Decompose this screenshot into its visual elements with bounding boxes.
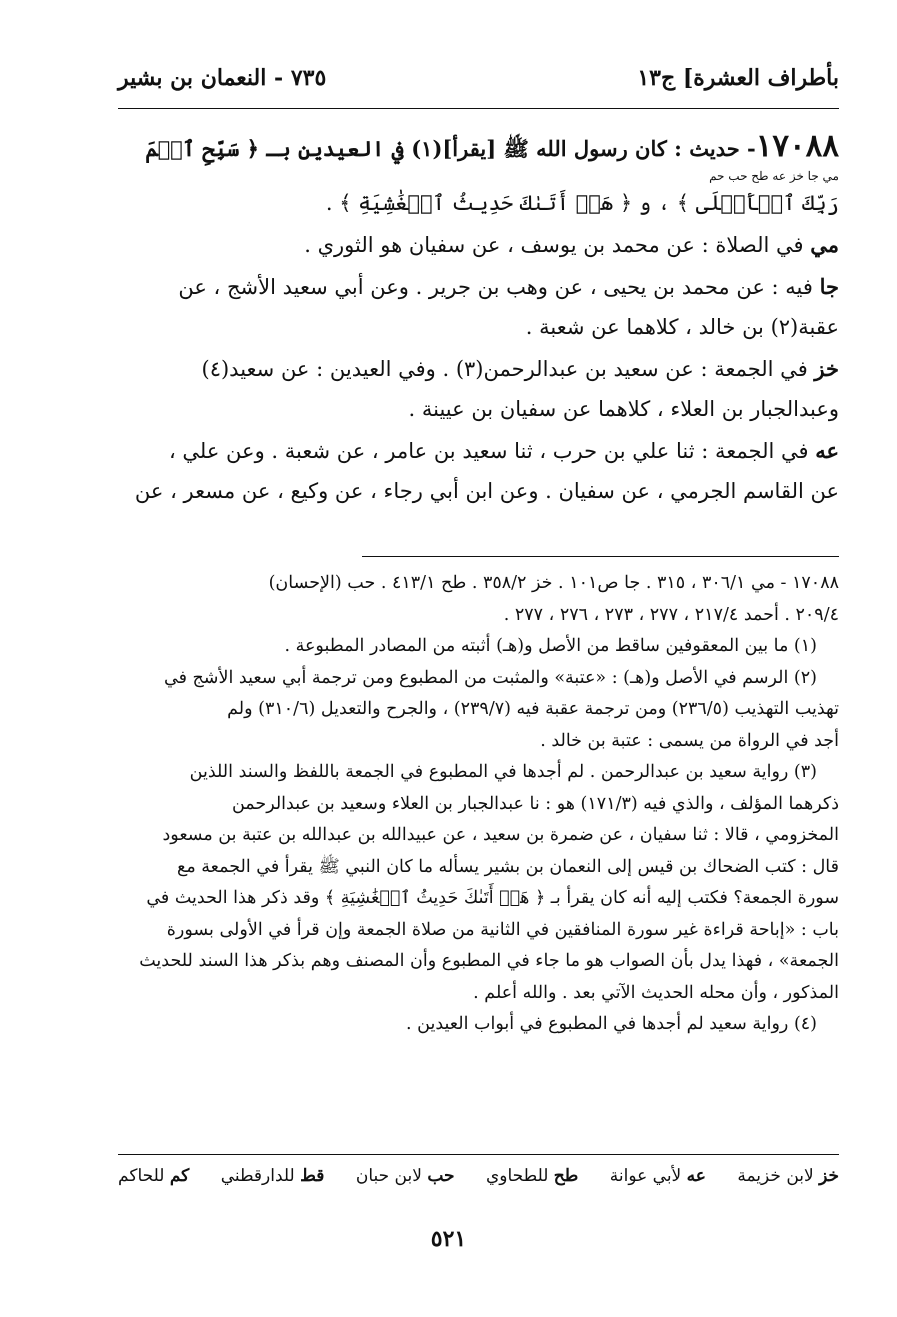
- legend-label: للطحاوي: [485, 1166, 549, 1186]
- footnote-divider: [362, 556, 839, 557]
- legend-abbr: حب: [427, 1166, 455, 1186]
- footnote-sources-line: ٢٠٩/٤ . أحمد ٢١٧/٤ ، ٢٧٧ ، ٢٧٣ ، ٢٧٦ ، ٢٧٧ .: [503, 604, 839, 625]
- source-abbr: خز: [814, 356, 839, 381]
- legend-label: للحاكم: [118, 1166, 165, 1186]
- footnote-2-line: تهذيب التهذيب (٢٣٦/٥) ومن ترجمة عقبة فيه (٢٣٩/٧) ، والجرح والتعديل (٣١٠/٦) ولم: [227, 699, 839, 719]
- paragraph-line: في الجمعة : عن سعيد بن عبدالرحمن(٣) . وفي العيدين : عن سعيد(٤): [201, 357, 808, 381]
- footnote-3-line: المذكور ، وأن محله الحديث الآتي بعد . والله أعلم .: [473, 982, 839, 1003]
- main-text: [118, 126, 839, 511]
- footnote-3-line: المخزومي ، قالا : ثنا سفيان ، عن ضمرة بن سعيد ، عن عبيدالله بن عبدالله بن عتبة بن مسعود: [162, 825, 839, 845]
- legend-abbr: كم: [169, 1166, 190, 1186]
- source-symbols: مي جا خز عه طح حب حم: [709, 169, 839, 183]
- legend-item: [221, 1166, 325, 1196]
- abbreviation-legend: [118, 1166, 839, 1196]
- paragraph-line: في الجمعة : ثنا علي بن حرب ، ثنا سعيد بن عامر ، عن شعبة . وعن علي ،: [168, 439, 809, 463]
- legend-divider: [118, 1154, 839, 1155]
- source-paragraph: [118, 225, 839, 265]
- footnote-4: (٤) رواية سعيد لم أجدها في المطبوع في أبواب العيدين .: [406, 1014, 817, 1034]
- paragraph-line: فيه : عن محمد بن يحيى ، عن وهب بن جرير . وعن أبي سعيد الأشج ، عن: [178, 275, 813, 299]
- book-title: بأطراف العشرة] ج١٣: [637, 65, 839, 91]
- legend-label: لابن حبان: [355, 1166, 422, 1186]
- legend-item: [118, 1166, 189, 1196]
- legend-label: لابن خزيمة: [737, 1166, 814, 1186]
- hadith-text-line1: - حديث : كان رسول الله ﷺ [يقرأ](١) في العيدين بـ ﴿ سَبِّحِ ٱسۡمَ: [145, 136, 756, 161]
- footnote-3-line: قال : كتب الضحاك بن قيس إلى النعمان بن بشير يسأله ما كان النبي ﷺ يقرأ في الجمعة مع: [177, 856, 839, 877]
- legend-abbr: عه: [686, 1166, 706, 1186]
- hadith-entry-line: [118, 126, 839, 169]
- footnote-3-line: (٣) رواية سعيد بن عبدالرحمن . لم أجدها في المطبوع في الجمعة باللفظ والسند اللذين: [189, 762, 817, 782]
- footnote-3-line: باب : «إباحة قراءة غير سورة المنافقين في الثانية من صلاة الجمعة وإن قرأ في الأولى بسورة: [166, 919, 839, 940]
- footnote-3-line: ذكرهما المؤلف ، والذي فيه (١٧١/٣) هو : نا عبدالجبار بن العلاء وسعيد بن عبدالرحمن: [231, 793, 839, 814]
- source-abbr: جا: [819, 274, 839, 299]
- paragraph-line: وعبدالجبار بن العلاء ، كلاهما عن سفيان بن عيينة .: [408, 397, 839, 421]
- legend-item: [486, 1166, 578, 1196]
- source-abbr: مي: [810, 232, 839, 257]
- paragraph-line: في الصلاة : عن محمد بن يوسف ، عن سفيان هو الثوري .: [304, 233, 804, 257]
- legend-label: لأبي عوانة: [609, 1166, 682, 1186]
- source-abbr: عه: [815, 438, 839, 463]
- footnote-sources-line: ١٧٠٨٨ - مي ٣٠٦/١ ، ٣١٥ . جا ص١٠١ . خز ٣٥٨/٢ . طح ٤١٣/١ . حب (الإحسان): [268, 573, 839, 593]
- legend-abbr: خز: [819, 1166, 839, 1186]
- legend-abbr: قط: [300, 1166, 325, 1186]
- footnote-3-line: الجمعة» ، فهذا يدل بأن الصواب هو ما جاء في المطبوع وأن المصنف وهم بذكر هذا السند للحديث: [139, 951, 839, 971]
- paragraph-line: عن القاسم الجرمي ، عن سفيان . وعن ابن أبي رجاء ، عن وكيع ، عن مسعر ، عن: [134, 479, 839, 503]
- running-header: [118, 56, 839, 100]
- source-paragraph: [118, 349, 839, 429]
- footnote-1: (١) ما بين المعقوفين ساقط من الأصل و(هـ) أثبته من المصادر المطبوعة .: [284, 636, 817, 656]
- legend-item: [610, 1166, 706, 1196]
- footnote-3-line: سورة الجمعة؟ فكتب إليه أنه كان يقرأ بـ ﴿ هَلۡ أَتَىٰكَ حَدِيثُ ٱلۡغَٰشِيَةِ ﴾ وقد ذكر هذا الحديث في: [146, 888, 839, 908]
- hadith-number: ١٧٠٨٨: [755, 128, 839, 164]
- source-paragraph: [118, 267, 839, 347]
- footnote-2-line: أجد في الرواة من يسمى : عتبة بن خالد .: [540, 730, 839, 751]
- page-number: ٥٢١: [430, 1226, 467, 1252]
- footnote-2-line: (٢) الرسم في الأصل و(هـ) : «عتبة» والمثبت من المطبوع ومن ترجمة أبي سعيد الأشج في: [164, 667, 817, 688]
- paragraph-line: عقبة(٢) بن خالد ، كلاهما عن شعبة .: [525, 315, 839, 339]
- chapter-title: ٧٣٥ - النعمان بن بشير: [118, 65, 327, 91]
- header-divider: [118, 108, 839, 109]
- legend-label: للدارقطني: [220, 1166, 295, 1186]
- hadith-text-line2: رَبِّكَ ٱلۡأَعۡلَى ﴾ ، و ﴿ هَلۡ أَتَىٰكَ حَدِيثُ ٱلۡغَٰشِيَةِ ﴾ .: [325, 191, 839, 215]
- legend-abbr: طح: [553, 1166, 579, 1186]
- legend-item: [356, 1166, 455, 1196]
- legend-item: [737, 1166, 839, 1196]
- source-paragraph: [118, 431, 839, 511]
- footnotes: [118, 568, 839, 1041]
